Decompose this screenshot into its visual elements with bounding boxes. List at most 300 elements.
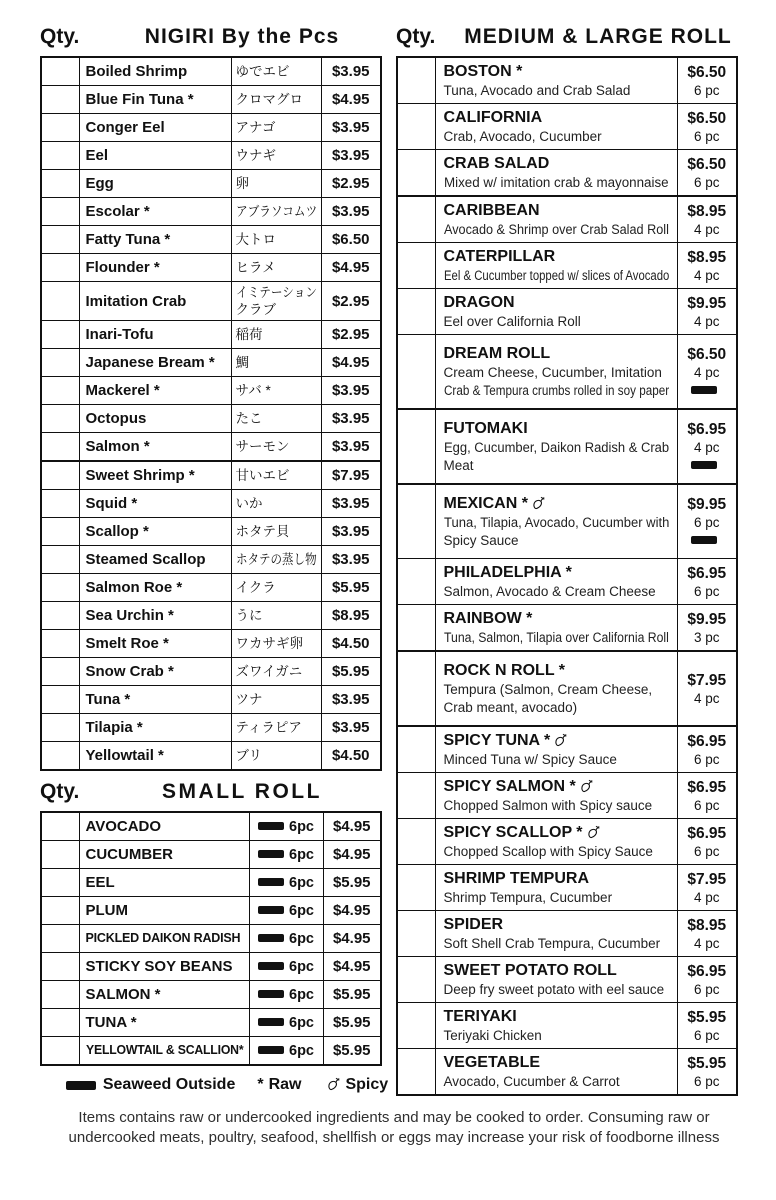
qty-cell <box>41 925 79 953</box>
table-row <box>41 226 381 254</box>
item-japanese-name: クロマグロ <box>231 86 321 114</box>
qty-cell <box>41 841 79 869</box>
legend-raw-label: Raw <box>268 1076 302 1093</box>
table-row <box>41 405 381 433</box>
item-name: Salmon * <box>79 433 231 462</box>
qty-cell <box>41 377 79 405</box>
item-price: $3.95 <box>321 686 381 714</box>
item-name: CRAB SALAD <box>443 155 550 172</box>
item-name: PICKLED DAIKON RADISH <box>79 925 249 953</box>
item-description: Shrimp Tempura, Cucumber <box>443 890 613 905</box>
item-japanese-name: 卵 <box>231 170 321 198</box>
qty-cell <box>41 254 79 282</box>
qty-cell <box>397 57 435 104</box>
qty-cell <box>397 605 435 652</box>
item-japanese-name: ウナギ <box>231 142 321 170</box>
left-column <box>40 24 389 1094</box>
item-name: Sea Urchin * <box>79 602 231 630</box>
item-name: Flounder * <box>79 254 231 282</box>
item-name: Yellowtail * <box>79 742 231 771</box>
item-japanese-name: ティラピア <box>231 714 321 742</box>
item-pc-count: 4 pc <box>693 267 720 283</box>
item-price: $5.95 <box>321 658 381 686</box>
item-name: Tilapia * <box>79 714 231 742</box>
qty-cell <box>41 461 79 490</box>
item-price: $6.50 <box>687 345 727 363</box>
item-description: Minced Tuna w/ Spicy Sauce <box>443 752 617 767</box>
item-price-cell <box>677 865 737 911</box>
qty-cell <box>41 490 79 518</box>
table-row <box>397 651 737 726</box>
item-price: $3.95 <box>321 546 381 574</box>
item-name: YELLOWTAIL & SCALLION* <box>79 1037 249 1066</box>
item-name: BOSTON * <box>443 63 523 80</box>
item-pc-count: 4 pc <box>693 935 720 951</box>
item-japanese-name: ゆでエビ <box>231 57 321 86</box>
qty-cell <box>41 1009 79 1037</box>
item-price: $5.95 <box>323 869 381 897</box>
item-price-cell <box>677 243 737 289</box>
item-name: Snow Crab * <box>79 658 231 686</box>
item-name: Steamed Scallop <box>79 546 231 574</box>
qty-cell <box>397 773 435 819</box>
item-name: MEXICAN * <box>444 493 669 514</box>
legend <box>68 1076 389 1094</box>
item-japanese-name: 甘いエビ <box>231 461 321 490</box>
small-roll-table <box>40 811 382 1066</box>
item-price: $8.95 <box>321 602 381 630</box>
item-description: Chopped Scallop with Spicy Sauce <box>443 844 653 859</box>
qty-cell <box>41 658 79 686</box>
table-row <box>397 559 737 605</box>
table-row <box>397 104 737 150</box>
item-japanese-name: アナゴ <box>231 114 321 142</box>
qty-cell <box>41 57 79 86</box>
item-price: $8.95 <box>687 916 727 934</box>
item-name: CUCUMBER <box>79 841 249 869</box>
item-pc-cell <box>249 897 323 925</box>
item-price: $4.95 <box>321 349 381 377</box>
item-pc-count: 6 pc <box>693 843 720 859</box>
item-name: FUTOMAKI <box>443 420 528 437</box>
item-cell <box>435 651 677 726</box>
item-price-cell <box>677 559 737 605</box>
seaweed-icon <box>258 906 284 914</box>
item-pc-cell <box>249 925 323 953</box>
item-cell <box>435 1049 677 1096</box>
item-price: $3.95 <box>321 490 381 518</box>
item-name: VEGETABLE <box>443 1054 541 1071</box>
disclaimer-text: Items contains raw or undercooked ingredients and may be cooked to order. Consuming raw or undercooked meats, poultry, seafood, shellfish or eggs may increase your risk of foodborne illness <box>68 1109 720 1147</box>
item-pc-cell <box>249 981 323 1009</box>
item-name: Conger Eel <box>79 114 231 142</box>
qty-cell <box>397 911 435 957</box>
spicy-icon <box>587 822 600 843</box>
item-name: Boiled Shrimp <box>79 57 231 86</box>
table-row <box>41 981 381 1009</box>
item-price-cell <box>677 957 737 1003</box>
item-pc-count: 4 pc <box>693 364 720 380</box>
item-name: AVOCADO <box>79 812 249 841</box>
table-row <box>41 433 381 462</box>
legend-raw <box>257 1076 301 1094</box>
item-price: $7.95 <box>687 870 727 888</box>
item-description: Crab & Tempura crumbs rolled in soy paper <box>443 383 669 398</box>
item-name: Blue Fin Tuna * <box>79 86 231 114</box>
qty-cell <box>41 869 79 897</box>
item-price: $9.95 <box>687 610 727 628</box>
seaweed-icon <box>258 822 284 830</box>
item-japanese-name: 鯛 <box>231 349 321 377</box>
item-price-cell <box>677 196 737 243</box>
item-pc-count: 4 pc <box>693 889 720 905</box>
item-pc-count: 6 pc <box>693 583 720 599</box>
item-pc-count: 6 pc <box>693 797 720 813</box>
item-description: Avocado, Cucumber & Carrot <box>443 1074 620 1089</box>
right-column <box>396 24 736 1096</box>
item-pc-count: 6pc <box>289 1042 314 1059</box>
legend-spicy-label: Spicy <box>345 1076 389 1093</box>
qty-cell <box>41 518 79 546</box>
nigiri-qty-label: Qty. <box>40 25 80 48</box>
table-row <box>41 349 381 377</box>
legend-seaweed <box>66 1076 236 1094</box>
qty-cell <box>41 405 79 433</box>
item-pc-count: 6pc <box>289 986 314 1003</box>
item-cell <box>435 726 677 773</box>
table-row <box>41 461 381 490</box>
item-price: $5.95 <box>323 1037 381 1066</box>
item-description: Teriyaki Chicken <box>443 1028 542 1043</box>
legend-seaweed-label: Seaweed Outside <box>102 1076 236 1093</box>
item-description: Eel & Cucumber topped w/ slices of Avocado <box>443 268 669 283</box>
item-price-cell <box>677 773 737 819</box>
item-pc-count: 6pc <box>289 818 314 835</box>
seaweed-icon <box>258 1046 284 1054</box>
item-price-cell <box>677 911 737 957</box>
nigiri-heading <box>40 24 380 50</box>
item-pc-cell <box>249 841 323 869</box>
qty-cell <box>397 243 435 289</box>
item-price: $9.95 <box>687 495 727 513</box>
table-row <box>397 957 737 1003</box>
qty-cell <box>397 726 435 773</box>
item-name: CARIBBEAN <box>443 202 540 219</box>
seaweed-icon <box>258 962 284 970</box>
item-description: Tuna, Tilapia, Avocado, Cucumber with <box>443 515 669 530</box>
item-japanese-name: イミテーション クラブ <box>231 282 321 321</box>
table-row <box>41 658 381 686</box>
qty-cell <box>41 198 79 226</box>
table-row <box>41 686 381 714</box>
item-price: $6.95 <box>687 778 727 796</box>
table-row <box>41 57 381 86</box>
spicy-icon <box>327 1076 340 1094</box>
spicy-icon <box>532 493 545 514</box>
item-description: Egg, Cucumber, Daikon Radish & Crab <box>443 440 669 455</box>
item-name: Scallop * <box>79 518 231 546</box>
item-description: Cream Cheese, Cucumber, Imitation <box>443 365 662 380</box>
table-row <box>41 869 381 897</box>
item-pc-count: 6 pc <box>693 128 720 144</box>
item-price-cell <box>677 651 737 726</box>
table-row <box>41 321 381 349</box>
table-row <box>41 742 381 771</box>
item-price: $7.95 <box>687 671 727 689</box>
qty-cell <box>397 484 435 559</box>
qty-cell <box>41 630 79 658</box>
item-price: $4.50 <box>321 630 381 658</box>
item-cell <box>435 1003 677 1049</box>
table-row <box>397 819 737 865</box>
table-row <box>397 150 737 197</box>
qty-cell <box>41 742 79 771</box>
qty-cell <box>41 686 79 714</box>
item-price: $2.95 <box>321 282 381 321</box>
item-name: SALMON * <box>79 981 249 1009</box>
item-pc-count: 6 pc <box>693 981 720 997</box>
item-japanese-name: ヒラメ <box>231 254 321 282</box>
item-price: $6.50 <box>321 226 381 254</box>
item-pc-count: 6pc <box>289 874 314 891</box>
seaweed-icon <box>691 536 717 544</box>
item-price: $3.95 <box>321 405 381 433</box>
qty-cell <box>41 349 79 377</box>
item-price-cell <box>677 484 737 559</box>
item-japanese-name: ブリ <box>231 742 321 771</box>
table-row <box>397 911 737 957</box>
qty-cell <box>397 559 435 605</box>
item-pc-count: 6pc <box>289 958 314 975</box>
nigiri-title: NIGIRI By the Pcs <box>144 25 340 48</box>
table-row <box>41 198 381 226</box>
item-description: Tempura (Salmon, Cream Cheese, <box>443 682 653 697</box>
item-description: Crab, Avocado, Cucumber <box>443 129 602 144</box>
item-pc-cell <box>249 1009 323 1037</box>
qty-cell <box>41 981 79 1009</box>
medium-large-qty-label: Qty. <box>396 25 436 48</box>
qty-cell <box>397 289 435 335</box>
small-roll-qty-label: Qty. <box>40 780 80 803</box>
table-row <box>41 630 381 658</box>
item-price: $3.95 <box>321 714 381 742</box>
item-description: Eel over California Roll <box>443 314 581 329</box>
item-name: Squid * <box>79 490 231 518</box>
item-description: Spicy Sauce <box>443 533 519 548</box>
table-row <box>41 490 381 518</box>
table-row <box>41 254 381 282</box>
item-name: Inari-Tofu <box>79 321 231 349</box>
item-price: $6.95 <box>687 824 727 842</box>
table-row <box>397 1049 737 1096</box>
table-row <box>397 335 737 410</box>
item-japanese-name: ホタテの蒸し物 <box>231 546 321 574</box>
item-price: $5.95 <box>321 574 381 602</box>
table-row <box>397 726 737 773</box>
item-cell <box>435 911 677 957</box>
item-price: $3.95 <box>321 57 381 86</box>
qty-cell <box>41 714 79 742</box>
table-row <box>397 289 737 335</box>
item-price: $4.50 <box>321 742 381 771</box>
small-roll-heading <box>40 779 380 805</box>
qty-cell <box>41 86 79 114</box>
item-pc-count: 6pc <box>289 1014 314 1031</box>
item-cell <box>435 409 677 484</box>
item-price: $4.95 <box>323 841 381 869</box>
item-name: STICKY SOY BEANS <box>79 953 249 981</box>
seaweed-icon <box>258 878 284 886</box>
qty-cell <box>41 1037 79 1066</box>
item-price: $4.95 <box>321 254 381 282</box>
item-description: Soft Shell Crab Tempura, Cucumber <box>443 936 661 951</box>
item-japanese-name: ズワイガニ <box>231 658 321 686</box>
item-pc-count: 4 pc <box>693 690 720 706</box>
item-pc-count: 6pc <box>289 846 314 863</box>
nigiri-table <box>40 56 382 771</box>
qty-cell <box>41 812 79 841</box>
qty-cell <box>41 953 79 981</box>
qty-cell <box>397 150 435 197</box>
seaweed-icon <box>66 1081 96 1090</box>
table-row <box>397 605 737 652</box>
item-pc-cell <box>249 1037 323 1066</box>
item-price: $3.95 <box>321 433 381 462</box>
item-price: $3.95 <box>321 142 381 170</box>
item-name: Salmon Roe * <box>79 574 231 602</box>
item-name: SHRIMP TEMPURA <box>443 870 589 887</box>
table-row <box>397 409 737 484</box>
item-price: $6.95 <box>687 732 727 750</box>
item-name: CALIFORNIA <box>443 109 543 126</box>
seaweed-icon <box>258 990 284 998</box>
qty-cell <box>397 409 435 484</box>
table-row <box>41 1009 381 1037</box>
qty-cell <box>397 1049 435 1096</box>
legend-spicy <box>323 1076 388 1094</box>
item-name: PLUM <box>79 897 249 925</box>
item-japanese-name: いか <box>231 490 321 518</box>
item-name: TERIYAKI <box>443 1008 517 1025</box>
qty-cell <box>41 114 79 142</box>
item-price-cell <box>677 1003 737 1049</box>
medium-large-heading <box>396 24 736 50</box>
qty-cell <box>397 1003 435 1049</box>
table-row <box>41 897 381 925</box>
item-japanese-name: うに <box>231 602 321 630</box>
item-pc-count: 6 pc <box>693 1073 720 1089</box>
item-pc-cell <box>249 812 323 841</box>
item-japanese-name: 大トロ <box>231 226 321 254</box>
small-roll-title: SMALL ROLL <box>162 780 322 803</box>
item-price-cell <box>677 104 737 150</box>
item-price: $6.50 <box>687 109 727 127</box>
qty-cell <box>397 957 435 1003</box>
qty-cell <box>397 335 435 410</box>
item-name: SPICY TUNA * <box>444 730 669 751</box>
item-price: $5.95 <box>687 1008 727 1026</box>
seaweed-icon <box>258 1018 284 1026</box>
item-price: $8.95 <box>687 248 727 266</box>
item-japanese-name: ホタテ貝 <box>231 518 321 546</box>
item-description: Tuna, Avocado and Crab Salad <box>443 83 631 98</box>
item-name: Octopus <box>79 405 231 433</box>
spicy-icon <box>580 776 593 797</box>
item-price: $4.95 <box>323 925 381 953</box>
seaweed-icon <box>691 461 717 469</box>
item-pc-count: 6 pc <box>693 82 720 98</box>
table-row <box>41 142 381 170</box>
item-price: $6.95 <box>687 420 727 438</box>
item-description: Avocado & Shrimp over Crab Salad Roll <box>443 222 669 237</box>
item-cell <box>435 957 677 1003</box>
item-pc-count: 3 pc <box>693 629 720 645</box>
qty-cell <box>41 574 79 602</box>
item-cell <box>435 335 677 410</box>
item-name: Japanese Bream * <box>79 349 231 377</box>
item-name: Mackerel * <box>79 377 231 405</box>
item-name: TUNA * <box>79 1009 249 1037</box>
item-name: SPICY SALMON * <box>444 776 669 797</box>
item-pc-count: 4 pc <box>693 221 720 237</box>
qty-cell <box>41 433 79 462</box>
item-japanese-name: アブラソコムツ <box>231 198 321 226</box>
seaweed-icon <box>691 386 717 394</box>
item-pc-count: 6 pc <box>693 1027 720 1043</box>
item-price: $2.95 <box>321 170 381 198</box>
item-pc-count: 6 pc <box>693 751 720 767</box>
item-japanese-name: ワカサギ卵 <box>231 630 321 658</box>
qty-cell <box>41 602 79 630</box>
item-price: $4.95 <box>323 897 381 925</box>
item-cell <box>435 773 677 819</box>
item-japanese-name: サーモン <box>231 433 321 462</box>
seaweed-icon <box>258 934 284 942</box>
table-row <box>41 602 381 630</box>
item-description: Chopped Salmon with Spicy sauce <box>443 798 653 813</box>
table-row <box>41 377 381 405</box>
item-price: $3.95 <box>321 198 381 226</box>
item-pc-count: 6pc <box>289 930 314 947</box>
item-name: Smelt Roe * <box>79 630 231 658</box>
item-price: $3.95 <box>321 114 381 142</box>
table-row <box>41 170 381 198</box>
item-price: $8.95 <box>687 202 727 220</box>
item-name: RAINBOW * <box>443 610 533 627</box>
item-price-cell <box>677 150 737 197</box>
item-pc-count: 4 pc <box>693 313 720 329</box>
item-price-cell <box>677 57 737 104</box>
item-price: $6.50 <box>687 63 727 81</box>
table-row <box>41 86 381 114</box>
qty-cell <box>41 897 79 925</box>
item-price: $4.95 <box>323 812 381 841</box>
table-row <box>41 518 381 546</box>
raw-asterisk-icon: * <box>257 1076 264 1093</box>
item-name: DREAM ROLL <box>443 345 551 362</box>
table-row <box>397 57 737 104</box>
qty-cell <box>41 142 79 170</box>
item-description: Crab meant, avocado) <box>443 700 578 715</box>
item-name: CATERPILLAR <box>443 248 556 265</box>
item-price-cell <box>677 819 737 865</box>
table-row <box>41 841 381 869</box>
qty-cell <box>41 321 79 349</box>
item-pc-cell <box>249 869 323 897</box>
item-pc-count: 6 pc <box>693 174 720 190</box>
item-price: $2.95 <box>321 321 381 349</box>
item-price: $4.95 <box>321 86 381 114</box>
